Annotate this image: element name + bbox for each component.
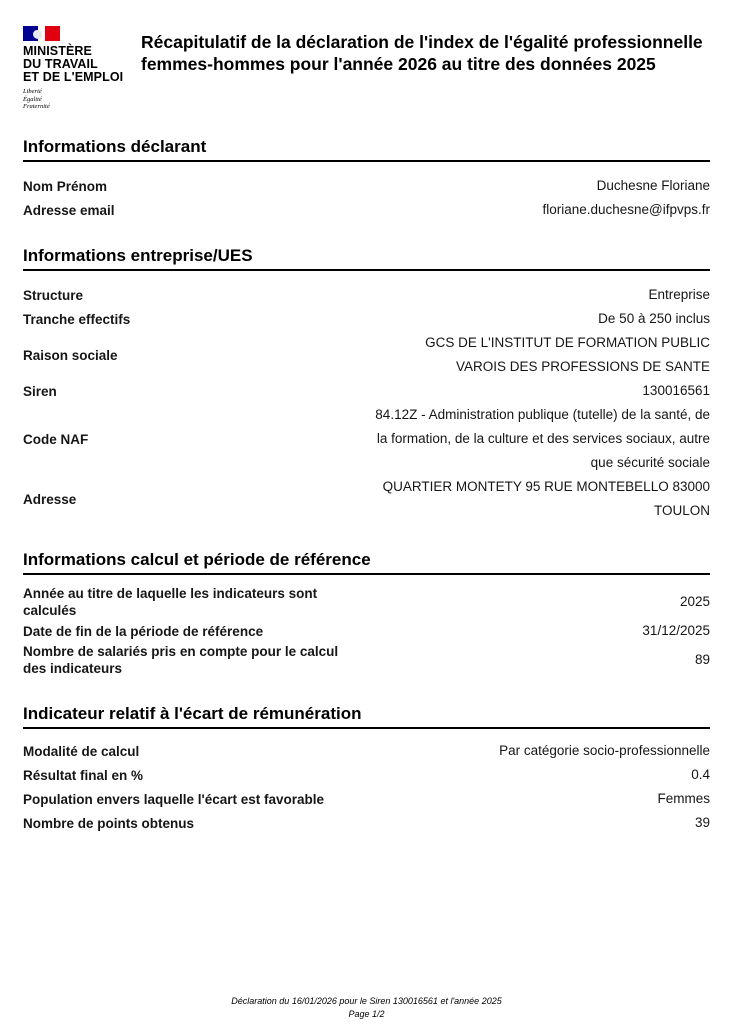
page-number: Page 1/2	[348, 1009, 385, 1019]
field-label: Nom Prénom	[23, 178, 108, 194]
row-modalite-calcul	[23, 739, 710, 763]
row-email	[23, 198, 710, 222]
field-value: Entreprise	[648, 287, 710, 302]
field-label: Date de fin de la période de référence	[23, 623, 264, 639]
field-label: Siren	[23, 383, 57, 399]
french-flag-icon	[23, 26, 60, 41]
row-resultat-final	[23, 763, 710, 787]
document-header	[23, 26, 713, 126]
field-label: Nombre de salariés pris en compte pour le calcul des indicateurs	[23, 644, 339, 676]
row-code-naf	[23, 403, 710, 475]
field-label: Code NAF	[23, 431, 89, 447]
field-value: 39	[694, 815, 710, 830]
row-raison-sociale	[23, 331, 710, 379]
field-value: 130016561	[642, 383, 710, 398]
section-declarant	[23, 136, 710, 222]
field-value: 0.4	[691, 767, 710, 782]
field-label: Population envers laquelle l'écart est favorable	[23, 791, 325, 807]
section-title: Informations déclarant	[23, 136, 710, 162]
section-entreprise	[23, 245, 710, 523]
field-label: Tranche effectifs	[23, 311, 131, 327]
field-label: Structure	[23, 287, 84, 303]
row-tranche-effectifs	[23, 307, 710, 331]
section-remuneration	[23, 703, 710, 835]
ministry-name: MINISTÈRE DU TRAVAIL ET DE L'EMPLOI	[23, 44, 124, 84]
row-structure	[23, 283, 710, 307]
field-label: Année au titre de laquelle les indicateurs sont calculés	[23, 586, 318, 618]
row-nom-prenom	[23, 174, 710, 198]
field-value: 31/12/2025	[642, 623, 710, 638]
ministry-logo	[23, 26, 133, 111]
row-date-fin-periode	[23, 619, 710, 643]
field-value: 84.12Z - Administration publique (tutelle) de la santé, de la formation, de la culture et des services sociaux, autre que sécurité sociale	[375, 407, 710, 470]
field-label: Résultat final en %	[23, 767, 144, 783]
row-adresse	[23, 475, 710, 523]
section-title: Indicateur relatif à l'écart de rémunération	[23, 703, 710, 729]
field-value: 89	[694, 652, 710, 667]
field-value: De 50 à 250 inclus	[598, 311, 710, 326]
field-value: GCS DE L'INSTITUT DE FORMATION PUBLIC VAROIS DES PROFESSIONS DE SANTE	[425, 335, 710, 374]
row-points-obtenus	[23, 811, 710, 835]
row-nombre-salaries	[23, 643, 710, 677]
field-value: Par catégorie socio-professionnelle	[499, 743, 710, 758]
row-population-favorable	[23, 787, 710, 811]
field-label: Raison sociale	[23, 347, 118, 363]
field-value: Duchesne Floriane	[596, 178, 710, 193]
row-siren	[23, 379, 710, 403]
section-calcul	[23, 549, 710, 677]
row-annee-indicateurs	[23, 585, 710, 619]
document-title: Récapitulatif de la déclaration de l'index de l'égalité professionnelle femmes-hommes pour l'année 2026 au titre des données 2025	[141, 32, 703, 74]
field-label: Modalité de calcul	[23, 743, 140, 759]
field-value: QUARTIER MONTETY 95 RUE MONTEBELLO 83000 TOULON	[382, 479, 710, 518]
section-title: Informations calcul et période de référence	[23, 549, 710, 575]
field-label: Adresse email	[23, 202, 115, 218]
footer-declaration-info: Déclaration du 16/01/2026 pour le Siren 130016561 et l'année 2025	[231, 996, 502, 1006]
field-value: Femmes	[657, 791, 710, 806]
republic-motto: Liberté Égalité Fraternité	[23, 88, 50, 110]
field-label: Nombre de points obtenus	[23, 815, 195, 831]
page-footer	[0, 995, 733, 1021]
section-title: Informations entreprise/UES	[23, 245, 710, 271]
field-label: Adresse	[23, 491, 77, 507]
field-value: 2025	[679, 594, 710, 609]
field-value: floriane.duchesne@ifpvps.fr	[542, 202, 710, 217]
